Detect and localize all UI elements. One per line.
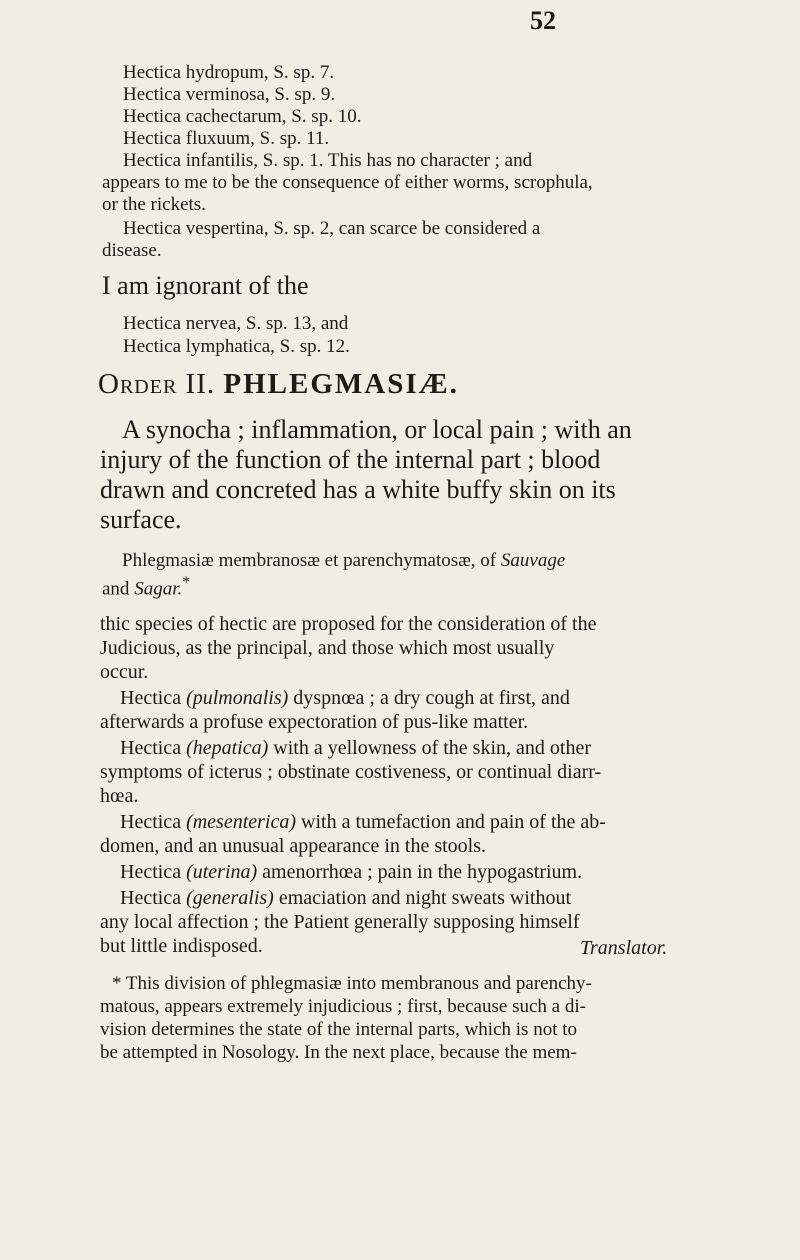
definition-line: drawn and concreted has a white buffy skin on its	[100, 475, 616, 504]
species-entry: Hectica (uterina) amenorrhœa ; pain in the hypogastrium.	[120, 861, 583, 883]
species-entry-cont: but little indisposed.	[100, 935, 263, 957]
order-number: Order II.	[98, 368, 216, 400]
footnote-mark: *	[182, 574, 191, 591]
ignorant-line: I am ignorant of the	[102, 271, 309, 300]
definition-line: A synocha ; inflammation, or local pain ; with an	[122, 415, 632, 444]
list-item-continuation: disease.	[102, 240, 162, 261]
list-item: Hectica lymphatica, S. sp. 12.	[123, 336, 350, 357]
species-entry: Hectica (hepatica) with a yellowness of the skin, and other	[120, 737, 591, 759]
definition-line: surface.	[100, 505, 182, 534]
species-intro-line: occur.	[100, 661, 149, 683]
footnote-line: be attempted in Nosology. In the next place, because the mem-	[100, 1042, 577, 1063]
list-item-continuation: appears to me to be the consequence of either worms, scrophula,	[102, 172, 593, 193]
definition-line: injury of the function of the internal part ; blood	[100, 445, 601, 474]
phlegmasiae-reference: Phlegmasiæ membranosæ et parenchymatosæ, of Sauvage	[122, 550, 566, 571]
footnote-line: vision determines the state of the internal parts, which is not to	[100, 1019, 578, 1040]
list-item: Hectica hydropum, S. sp. 7.	[123, 62, 335, 83]
species-entry-cont: hœa.	[100, 785, 139, 807]
species-entry: Hectica (generalis) emaciation and night sweats without	[120, 887, 572, 909]
species-entry: Hectica (mesenterica) with a tumefaction and pain of the ab-	[120, 811, 606, 833]
footnote-line: matous, appears extremely injudicious ; first, because such a di-	[100, 996, 586, 1017]
phlegmasiae-reference-cont: and Sagar.*	[102, 574, 191, 600]
list-item: Hectica cachectarum, S. sp. 10.	[123, 106, 362, 127]
species-entry-cont: afterwards a profuse expectoration of pus-like matter.	[100, 711, 529, 733]
species-intro-line: thic species of hectic are proposed for the consideration of the	[100, 613, 597, 635]
species-intro-line: Judicious, as the principal, and those which most usually	[100, 637, 555, 659]
order-title: PHLEGMASIÆ.	[223, 368, 459, 400]
species-entry-cont: domen, and an unusual appearance in the stools.	[100, 835, 486, 857]
order-heading	[98, 368, 459, 401]
list-item: Hectica fluxuum, S. sp. 11.	[123, 128, 330, 149]
list-item: Hectica nervea, S. sp. 13, and	[123, 313, 349, 334]
list-item: Hectica vespertina, S. sp. 2, can scarce be considered a	[123, 218, 541, 239]
species-entry-cont: any local affection ; the Patient generally supposing himself	[100, 911, 580, 933]
page-number: 52	[530, 6, 556, 35]
species-entry: Hectica (pulmonalis) dyspnœa ; a dry cough at first, and	[120, 687, 570, 709]
translator-signature: Translator.	[580, 937, 668, 959]
footnote-line: * This division of phlegmasiæ into membranous and parenchy-	[112, 973, 592, 994]
list-item: Hectica verminosa, S. sp. 9.	[123, 84, 336, 105]
list-item: Hectica infantilis, S. sp. 1. This has no character ; and	[123, 150, 533, 171]
species-entry-cont: symptoms of icterus ; obstinate costiveness, or continual diarr-	[100, 761, 602, 783]
list-item-continuation: or the rickets.	[102, 194, 206, 215]
